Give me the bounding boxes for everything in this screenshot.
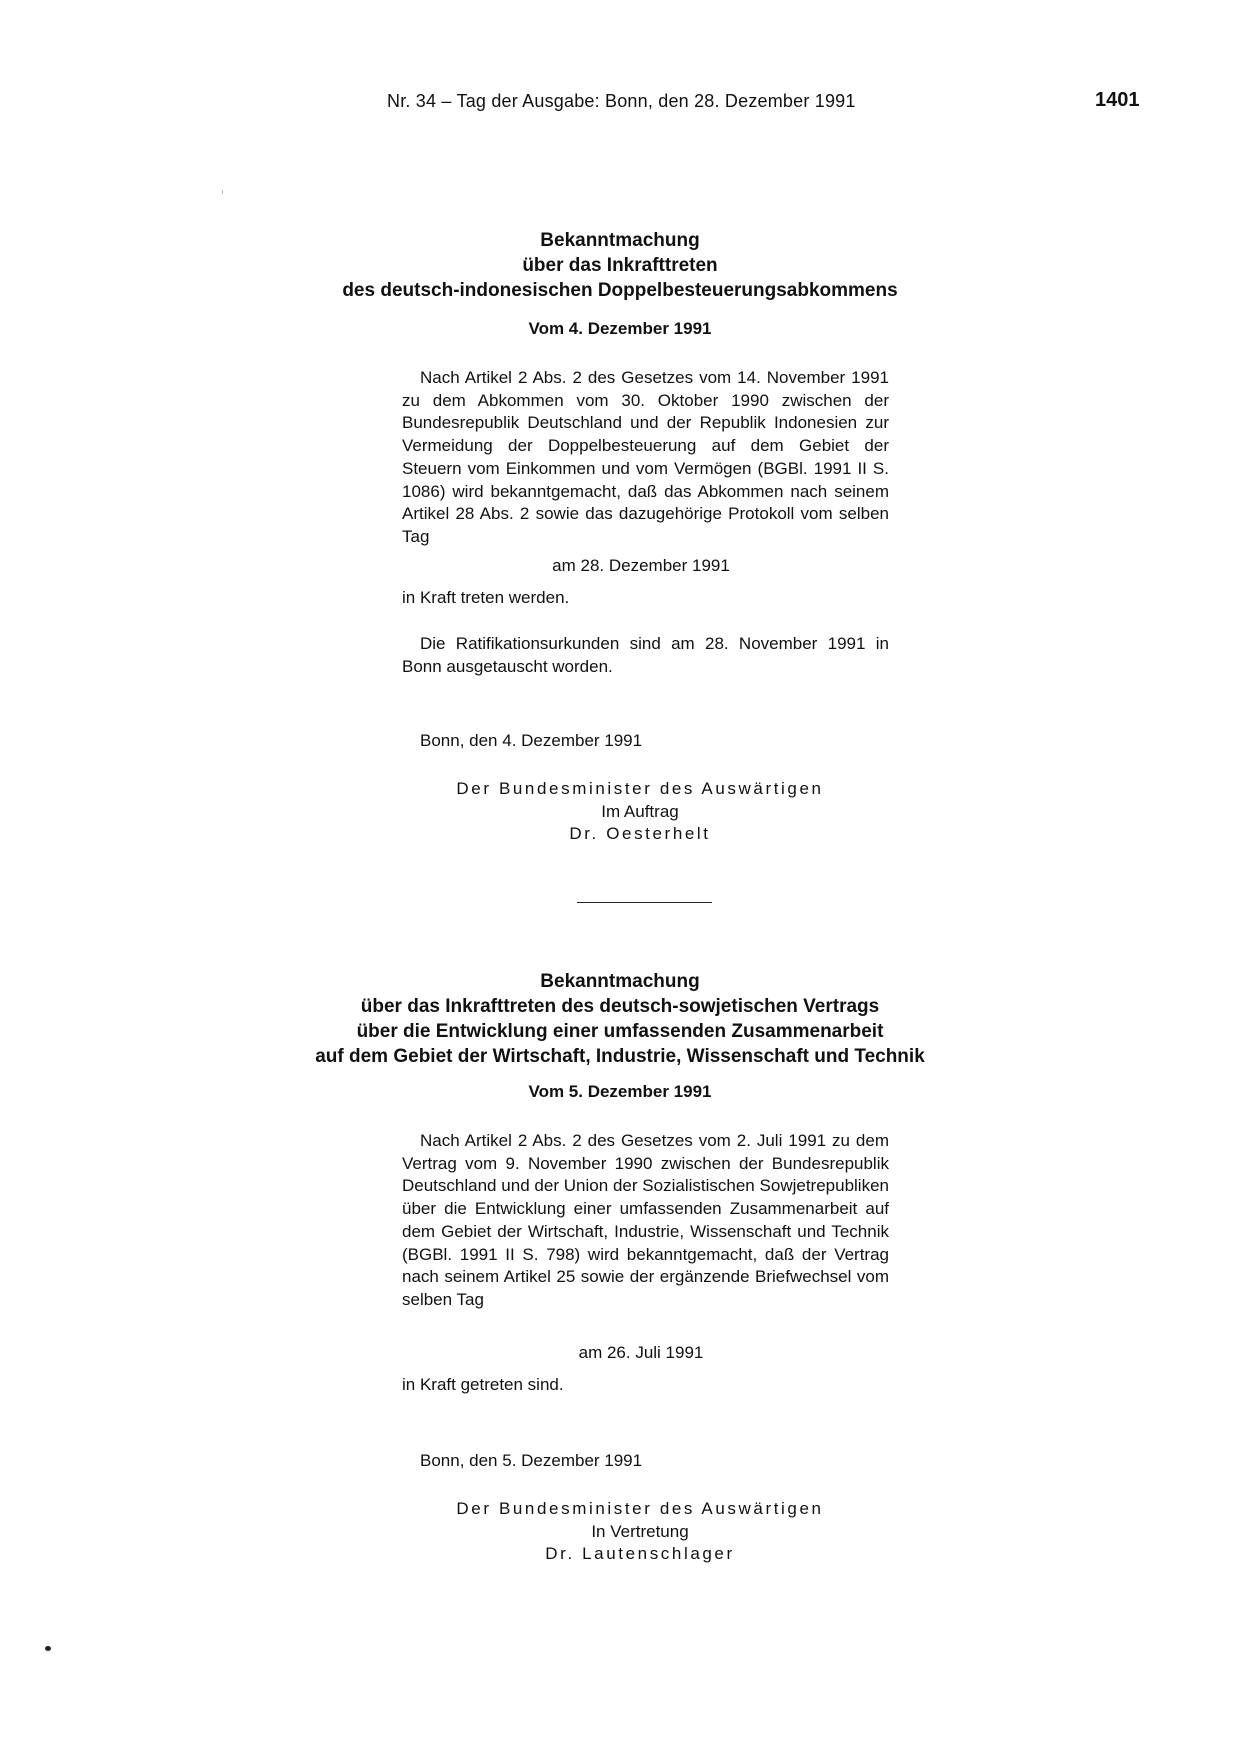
announcement-2-paragraph: Nach Artikel 2 Abs. 2 des Gesetzes vom 2. Juli 1991 zu dem Vertrag vom 9. November 1990 zwischen der Bundesrepublik Deutschland und der Union der Sozialistischen Sowjetrepubliken über die Entwicklung einer umfassenden Zusammenarbeit auf dem Gebiet der Wirtschaft, Industrie, Wissenschaft und Technik (BGBl. 1991 II S. 798) wird bekanntgemacht, daß der Vertrag nach seinem Artikel 25 sowie der ergänzende Briefwechsel vom selben Tag [402, 1131, 889, 1309]
announcement-1-paragraph: Nach Artikel 2 Abs. 2 des Gesetzes vom 14. November 1991 zu dem Abkommen vom 30. Oktober 1990 zwischen der Bundesrepublik Deutschland und der Republik Indonesien zur Vermeidung der Doppelbesteuerung auf dem Gebiet der Steuern vom Einkommen und vom Vermögen (BGBl. 1991 II S. 1086) wird bekanntgemacht, daß das Abkommen nach seinem Artikel 28 Abs. 2 sowie das dazugehörige Protokoll vom selben Tag [402, 368, 889, 546]
announcement-1-place-date: Bonn, den 4. Dezember 1991 [420, 731, 643, 750]
announcement-2-date: Vom 5. Dezember 1991 [528, 1082, 712, 1101]
announcement-2-effective-date: am 26. Juli 1991 [578, 1343, 704, 1362]
announcement-1-title-line-1: Bekanntmachung [540, 230, 700, 251]
issue-header: Nr. 34 – Tag der Ausgabe: Bonn, den 28. Dezember 1991 [387, 91, 856, 111]
announcement-1-closing: in Kraft treten werden. [402, 588, 570, 607]
announcement-2-title [0, 969, 1240, 1069]
announcement-2-closing: in Kraft getreten sind. [402, 1375, 564, 1394]
announcement-2-title-line-4: auf dem Gebiet der Wirtschaft, Industrie, Wissenschaft und Technik [315, 1046, 925, 1067]
announcement-1-signature-office: Der Bundesminister des Auswärtigen [456, 779, 824, 798]
announcement-2-signature-name: Dr. Lautenschlager [545, 1544, 735, 1563]
announcement-1-title-line-2: über das Inkrafttreten [522, 255, 718, 276]
announcement-2-title-line-2: über das Inkrafttreten des deutsch-sowjetischen Vertrags [360, 996, 880, 1017]
announcement-1-title [0, 228, 1240, 303]
announcement-1-title-line-3: des deutsch-indonesischen Doppelbesteuerungsabkommens [342, 280, 898, 301]
scan-mark-dot [45, 1646, 51, 1651]
announcement-2-place-date: Bonn, den 5. Dezember 1991 [420, 1451, 643, 1470]
announcement-1-signature-capacity: Im Auftrag [601, 801, 679, 821]
announcement-1-date: Vom 4. Dezember 1991 [528, 319, 712, 338]
announcement-2-signature [420, 1498, 860, 1566]
announcement-2-title-line-3: über die Entwicklung einer umfassenden Zusammenarbeit [356, 1021, 884, 1042]
page-number: 1401 [1095, 89, 1140, 111]
announcement-2-signature-office: Der Bundesminister des Auswärtigen [456, 1499, 824, 1518]
announcement-1-effective-date: am 28. Dezember 1991 [552, 556, 730, 575]
announcement-1-signature [420, 778, 860, 846]
announcement-1-signature-name: Dr. Oesterhelt [569, 824, 711, 843]
announcement-2-signature-capacity: In Vertretung [591, 1521, 689, 1541]
scan-mark [222, 190, 223, 194]
announcement-1-ratification: Die Ratifikationsurkunden sind am 28. November 1991 in Bonn ausgetauscht worden. [402, 634, 889, 676]
announcement-2-title-line-1: Bekanntmachung [540, 971, 700, 992]
section-divider [577, 902, 712, 903]
